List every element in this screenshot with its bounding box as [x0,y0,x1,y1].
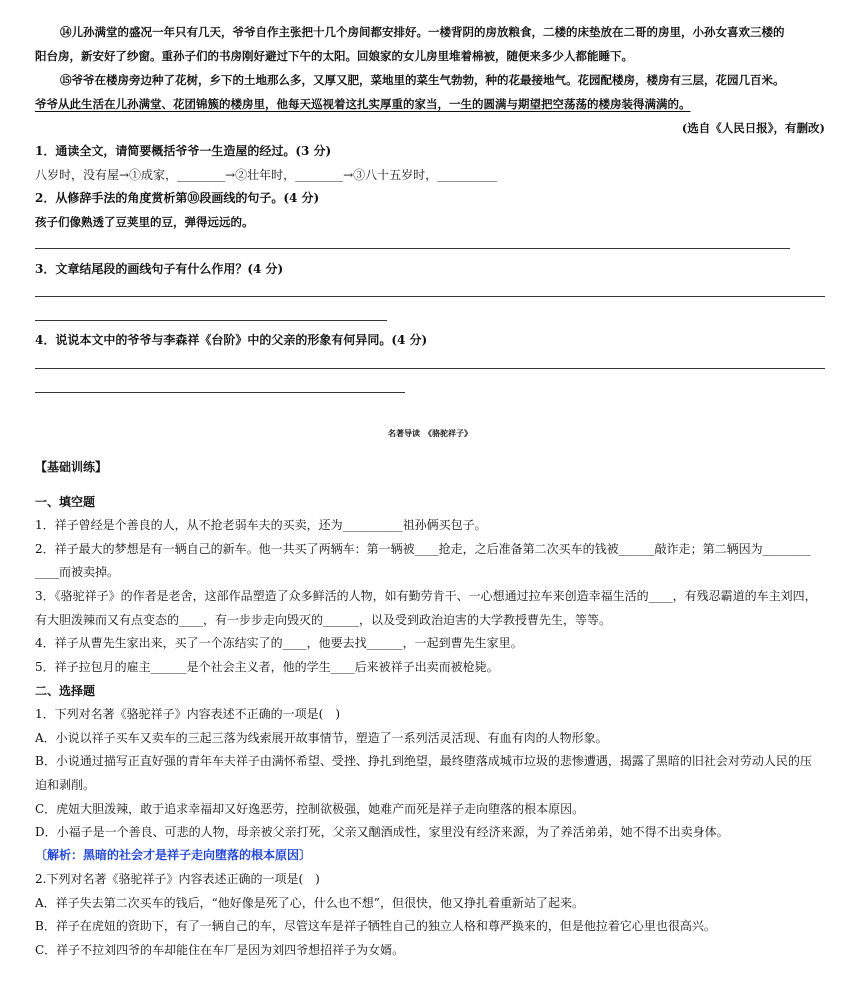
section-choice-heading: 二、选择题 [35,684,96,698]
guide-title: 名著导读 《骆驼祥子》 [388,428,472,438]
basic-training-heading: 【基础训练】 [35,460,108,474]
choice-1-option-a: A．小说以祥子买车又卖车的三起三落为线索展开故事情节，塑造了一系列活灵活现、有血有肉的人物形象。 [35,731,608,745]
fill-question-5: 5．祥子拉包月的雇主______是个社会主义者，他的学生____后来被祥子出卖而被枪毙。 [35,660,499,674]
paragraph-14-line-2: 阳台房，新安好了纱窗。重孙子们的书房刚好避过下午的太阳。回娘家的女儿房里堆着棉被，随便来多少人都能睡下。 [35,49,633,63]
question-3: 3．文章结尾段的画线句子有什么作用？(4 分) [35,262,284,276]
choice-2-option-b: B．祥子在虎妞的资助下，有了一辆自己的车，尽管这车是祥子牺牲自己的独立人格和尊严换来的，但是他拉着它心里也很高兴。 [35,919,716,933]
article-source: (选自《人民日报》，有删改) [681,121,825,135]
choice-1-option-c: C．虎妞大胆泼辣，敢于追求幸福却又好逸恶劳，控制欲极强，她难产而死是祥子走向堕落的根本原因。 [35,802,585,816]
paragraph-15-line-2-underlined: 爷爷从此生活在儿孙满堂、花团锦簇的楼房里，他每天巡视着这扎实厚重的家当，一生的圆满与期望把空荡荡的楼房装得满满的。 [35,97,691,111]
question-1-fill: 八岁时，没有屋→①成家，________→②壮年时，________→③八十五岁时，__________ [35,168,498,182]
question-2: 2．从修辞手法的角度赏析第⑩段画线的句子。(4 分) [35,191,320,205]
answer-line [35,248,790,249]
fill-question-4: 4．祥子从曹先生家出来，买了一个冻结实了的____，他要去找______，一起到曹先生家里。 [35,636,523,650]
fill-question-2-line-1: 2．祥子最大的梦想是有一辆自己的新车。他一共买了两辆车：第一辆被____抢走，之后准备第二次买车的钱被______敲诈走；第二辆因为________ [35,542,811,556]
choice-1-option-b-line-2: 迫和剥削。 [35,778,96,792]
answer-line [35,320,387,321]
choice-2-option-c: C．祥子不拉刘四爷的车却能住在车厂是因为刘四爷想招祥子为女婿。 [35,943,405,957]
fill-question-1: 1．祥子曾经是个善良的人，从不抢老弱车夫的买卖，还为__________祖孙俩买包子。 [35,518,487,532]
choice-1-analysis: 〔解析：黑暗的社会才是祥子走向堕落的根本原因〕 [35,848,312,862]
answer-line [35,296,825,297]
fill-question-3-line-1: 3．《骆驼祥子》的作者是老舍，这部作品塑造了众多鲜活的人物，如有勤劳肯干、一心想通过拉车来创造幸福生活的____，有残忍霸道的车主刘四， [35,589,817,603]
question-4: 4．说说本文中的爷爷与李森祥《台阶》中的父亲的形象有何异同。(4 分) [35,333,428,347]
section-fill-in-heading: 一、填空题 [35,495,96,509]
answer-line [35,392,405,393]
paragraph-14-line-1: ⑭儿孙满堂的盛况一年只有几天，爷爷自作主张把十几个房间都安排好。一楼背阴的房放粮食，二楼的床垫放在二哥的房里，小孙女喜欢三楼的 [60,25,785,39]
fill-question-2-line-2: ____而被卖掉。 [35,565,120,579]
answer-line [35,368,825,369]
choice-1-option-d: D．小福子是一个善良、可悲的人物，母亲被父亲打死，父亲又酗酒成性，家里没有经济来源，为了养活弟弟，她不得不出卖身体。 [35,825,729,839]
choice-2-option-a: A．祥子失去第二次买车的钱后，“他好像是死了心，什么也不想”，但很快，他又挣扎着重新站了起来。 [35,896,584,910]
choice-1-option-b-line-1: B．小说通过描写正直好强的青年车夫祥子由满怀希望、受挫、挣扎到绝望，最终堕落成城市垃圾的悲惨遭遇，揭露了黑暗的旧社会对劳动人民的压 [35,754,812,768]
choice-question-1: 1．下列对名著《骆驼祥子》内容表述不正确的一项是( ) [35,707,341,721]
question-2-quote: 孩子们像熟透了豆荚里的豆，弹得远远的。 [35,215,254,229]
question-1: 1．通读全文，请简要概括爷爷一生造屋的经过。(3 分) [35,144,332,158]
choice-question-2: 2.下列对名著《骆驼祥子》内容表述正确的一项是( ) [35,872,320,886]
paragraph-15-line-1: ⑮爷爷在楼房旁边种了花树，乡下的土地那么多，又厚又肥，菜地里的菜生气勃勃，种的花最接地气。花园配楼房，楼房有三层，花园几百米。 [60,73,785,87]
fill-question-3-line-2: 有大胆泼辣而又有点变态的____，有一步步走向毁灭的______，以及受到政治迫害的大学教授曹先生，等等。 [35,613,612,627]
